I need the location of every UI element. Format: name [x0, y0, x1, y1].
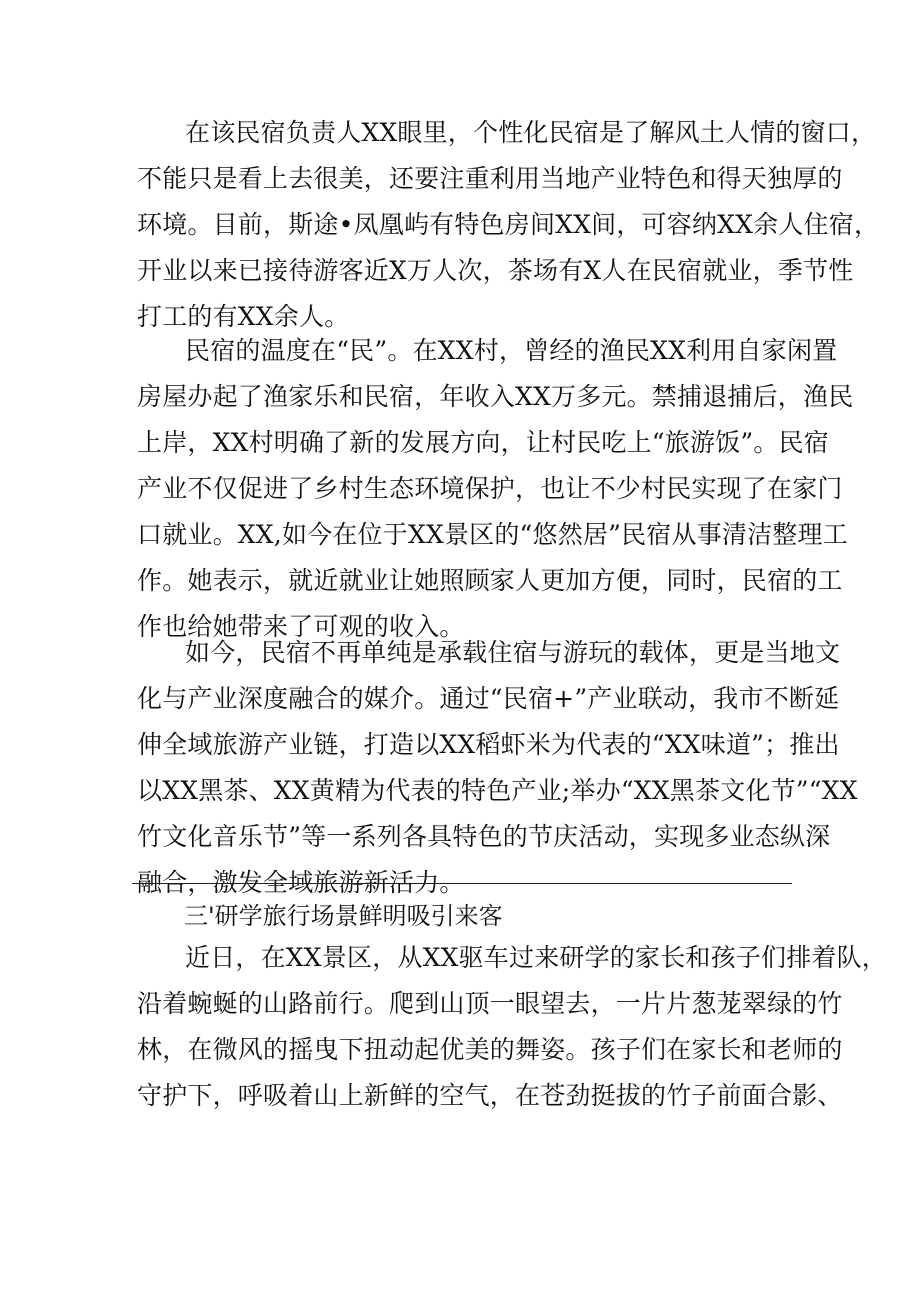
text-line: 化与产业深度融合的媒介。通过“民宿+”产业联动，我市不断延: [137, 684, 840, 713]
paragraph-industry-integration: [137, 630, 858, 906]
text-line: 作。她表示，就近就业让她照顾家人更加方便，同时，民宿的工: [137, 566, 843, 595]
text-line: 口就业。XX,如今在位于XX景区的“悠然居”民宿从事清洁整理工: [137, 520, 848, 549]
text-line: 竹文化音乐节”等一系列各具特色的节庆活动，实现多业态纵深: [137, 822, 831, 851]
text-line: 上岸，XX村明确了新的发展方向，让村民吃上“旅游饭”。民宿: [137, 428, 829, 457]
text-line: 守护下，呼吸着山上新鲜的空气，在苍劲挺拔的竹子前面合影、: [137, 1081, 843, 1110]
text-line: 作也给她带来了可观的收入。: [137, 612, 465, 641]
paragraph-homestay-owner: [137, 110, 880, 340]
text-line: 伸全域旅游产业链，打造以XX稻虾米为代表的“XX味道”；推出: [137, 730, 840, 759]
text-line: 环境。目前，斯途•凤凰屿有特色房间XX间，可容纳XX余人住宿，: [137, 210, 880, 239]
paragraph-study-tour: [137, 935, 887, 1119]
horizontal-divider: [132, 883, 792, 884]
text-line: 不能只是看上去很美，还要注重利用当地产业特色和得天独厚的: [137, 164, 843, 193]
text-line: 以XX黑茶、XX黄精为代表的特色产业;举办“XX黑茶文化节”“XX: [137, 776, 858, 805]
text-line: 融合，激发全域旅游新活力。: [137, 868, 465, 897]
text-line: 近日，在XX景区，从XX驱车过来研学的家长和孩子们排着队，: [185, 943, 887, 972]
section-heading: 三'研学旅行场景鲜明吸引来客: [184, 902, 503, 930]
text-line: 在该民宿负责人XX眼里，个性化民宿是了解风土人情的窗口，: [185, 118, 877, 147]
text-line: 开业以来已接待游客近X万人次，茶场有X人在民宿就业，季节性: [137, 256, 854, 285]
text-line: 打工的有XX余人。: [137, 302, 350, 331]
text-line: 产业不仅促进了乡村生态环境保护，也让不少村民实现了在家门: [137, 474, 843, 503]
text-line: 房屋办起了渔家乐和民宿，年收入XX万多元。禁捕退捕后，渔民: [137, 382, 854, 411]
paragraph-villagers: [137, 328, 854, 650]
text-line: 民宿的温度在“民”。在XX村，曾经的渔民XX利用自家闲置: [185, 336, 838, 365]
text-line: 沿着蜿蜒的山路前行。爬到山顶一眼望去，一片片葱茏翠绿的竹: [137, 989, 843, 1018]
text-line: 林，在微风的摇曳下扭动起优美的舞姿。孩子们在家长和老师的: [137, 1035, 843, 1064]
text-line: 如今，民宿不再单纯是承载住宿与游玩的载体，更是当地文: [185, 638, 841, 667]
